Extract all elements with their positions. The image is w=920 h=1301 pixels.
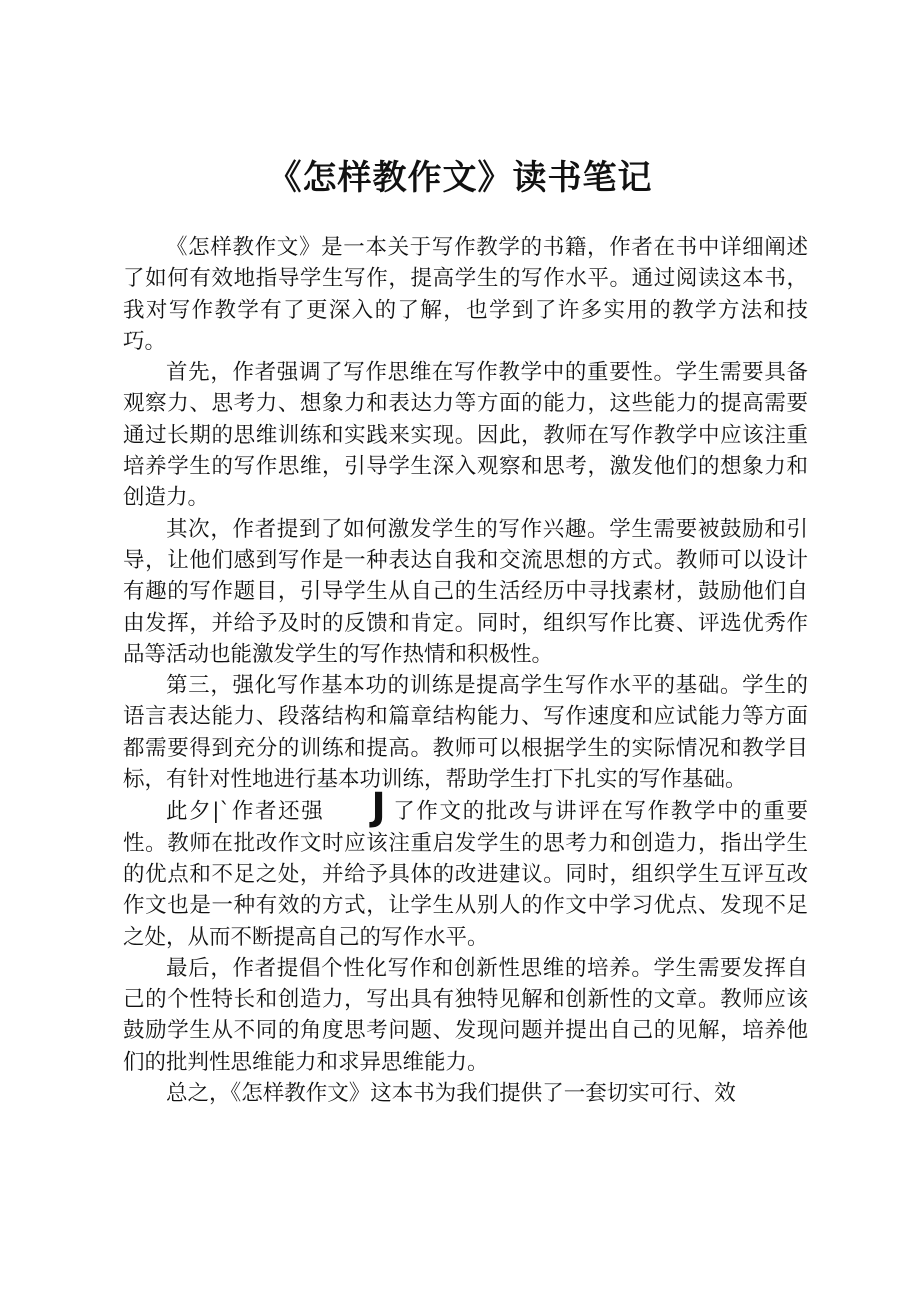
paragraph-additionally	[123, 785, 808, 952]
document-body	[123, 232, 808, 1109]
paragraph-second: 其次，作者提到了如何激发学生的写作兴趣。学生需要被鼓励和引导，让他们感到写作是一种表达自我和交流思想的方式。教师可以设计有趣的写作题目，引导学生从自己的生活经历中寻找素材，鼓励他们自由发挥，并给予及时的反馈和肯定。同时，组织写作比赛、评选优秀作品等活动也能激发学生的写作热情和积极性。	[123, 516, 808, 667]
document-title: 《怎样教作文》读书笔记	[267, 158, 653, 198]
ocr-artifact-glyph: J	[371, 785, 386, 830]
paragraph-additionally-text: 了作文的批改与讲评在写作教学中的重要性。教师在批改作文时应该注重启发学生的思考力和创造力，指出学生的优点和不足之处，并给予具体的改进建议。同时，组织学生互评互改作文也是一种有效的方式，让学生从别人的作文中学习优点、发现不足之处，从而不断提高自己的写作水平。	[123, 799, 808, 950]
paragraph-finally: 最后，作者提倡个性化写作和创新性思维的培养。学生需要发挥自己的个性特长和创造力，写出具有独特见解和创新性的文章。教师应该鼓励学生从不同的角度思考问题、发现问题并提出自己的见解，培养他们的批判性思维能力和求异思维能力。	[123, 955, 808, 1075]
paragraph-third: 第三，强化写作基本功的训练是提高学生写作水平的基础。学生的语言表达能力、段落结构和篇章结构能力、写作速度和应试能力等方面都需要得到充分的训练和提高。教师可以根据学生的实际情况和教学目标，有针对性地进行基本功训练，帮助学生打下扎实的写作基础。	[123, 673, 808, 793]
paragraph-additionally-prefix: 此夕|`作者还强	[166, 799, 325, 825]
paragraph-first: 首先，作者强调了写作思维在写作教学中的重要性。学生需要具备观察力、思考力、想象力和表达力等方面的能力，这些能力的提高需要通过长期的思维训练和实践来实现。因此，教师在写作教学中应该注重培养学生的写作思维，引导学生深入观察和思考，激发他们的想象力和创造力。	[123, 360, 808, 511]
paragraph-conclusion: 总之，《怎样教作文》这本书为我们提供了一套切实可行、效	[166, 1081, 736, 1107]
paragraph-intro: 《怎样教作文》是一本关于写作教学的书籍，作者在书中详细阐述了如何有效地指导学生写作，提高学生的写作水平。通过阅读这本书，我对写作教学有了更深入的了解，也学到了许多实用的教学方法和技巧。	[123, 235, 808, 354]
